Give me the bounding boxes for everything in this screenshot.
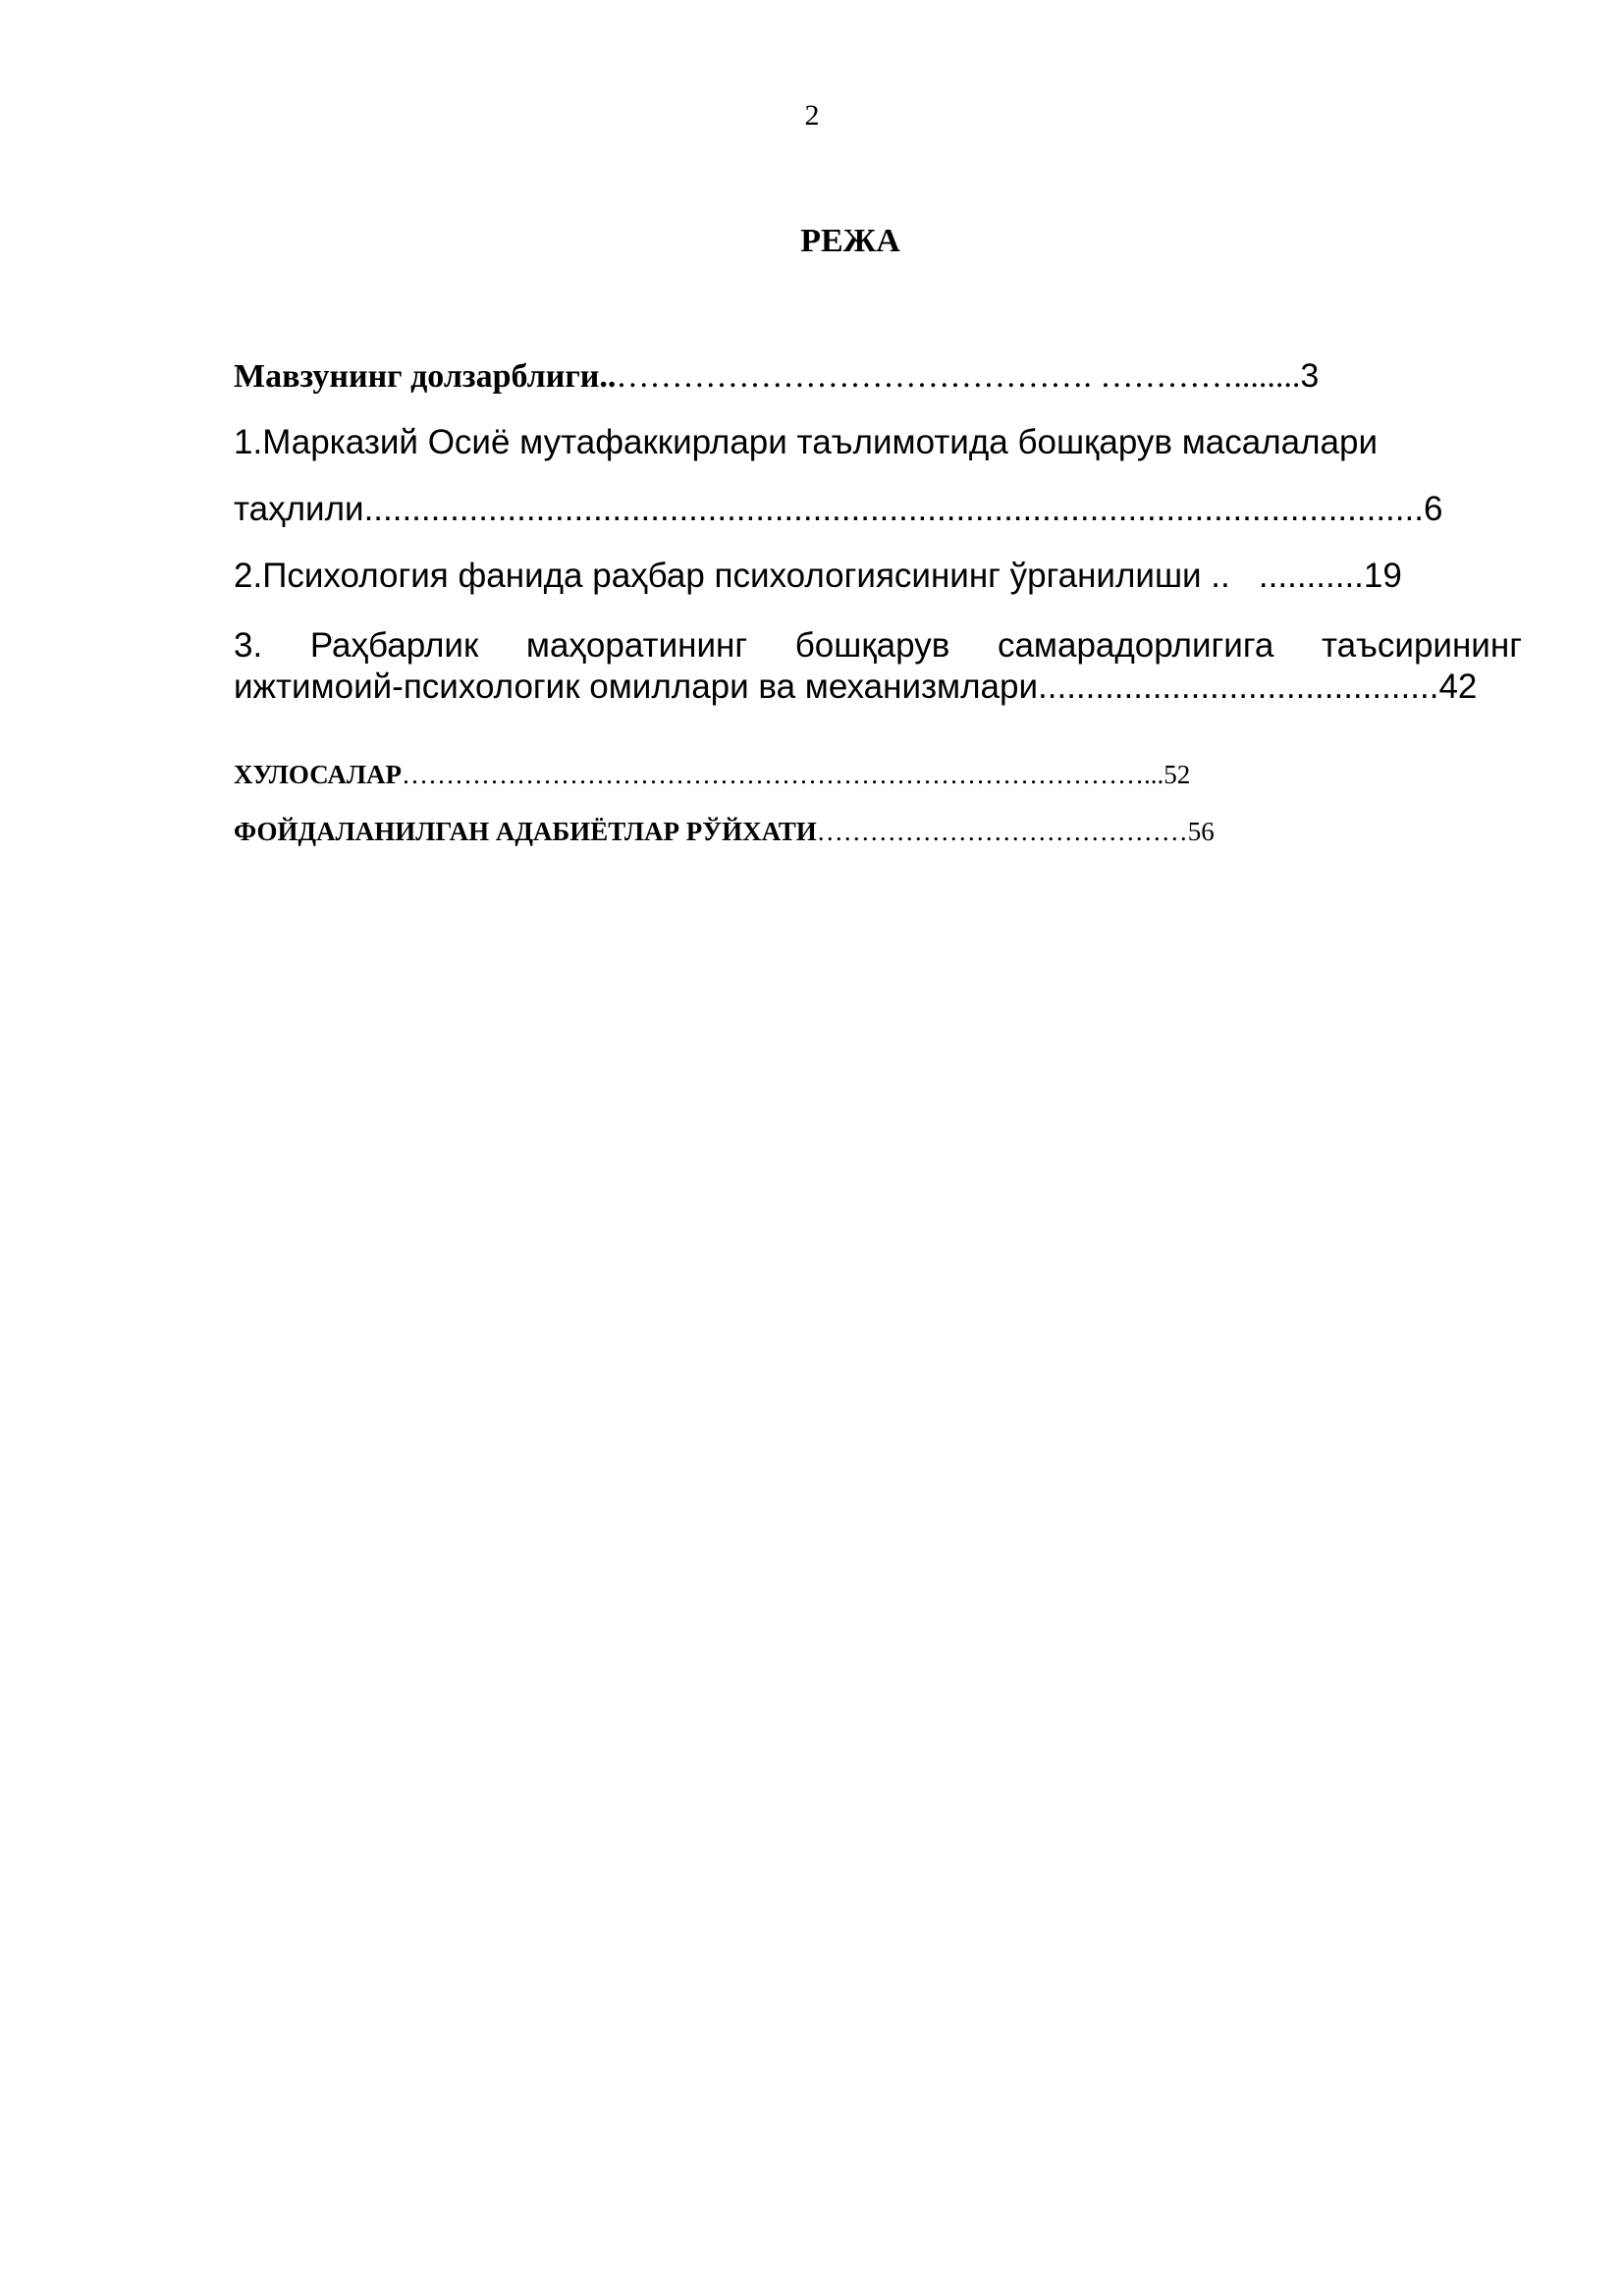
toc-entry-label: Мавзунинг долзарблиги..	[234, 358, 617, 395]
toc-entry-word: самарадорлигига	[997, 626, 1274, 665]
toc-entry-label: таҳлили	[234, 490, 364, 528]
toc-entry-leader: ...............................................................................................................	[363, 490, 1424, 528]
toc-entry-leader: ……………………………………. …………........	[616, 358, 1301, 395]
toc-entry-word: таъсирининг	[1321, 626, 1522, 665]
toc-entry-page: 56	[1187, 817, 1215, 846]
toc-entry-word: маҳоратининг	[525, 626, 748, 665]
page-number: 2	[804, 99, 820, 132]
toc-entry-leader: ..........................................	[1038, 667, 1439, 706]
toc-entry-relevance	[234, 355, 1319, 398]
toc-entry-word: Раҳбарлик	[309, 626, 479, 665]
toc-entry-word: бошқарув	[794, 626, 950, 665]
toc-entry-chapter-3-line-1	[234, 625, 1522, 667]
toc-entry-chapter-1-line-2	[234, 489, 1442, 530]
toc-entry-chapter-3-line-2	[234, 667, 1477, 708]
page-title: РЕЖА	[800, 223, 900, 259]
toc-entry-word: 3.	[234, 626, 263, 665]
toc-entry-page: 6	[1423, 490, 1443, 528]
toc-entry-chapter-1-line-1	[234, 422, 1378, 463]
toc-entry-conclusions	[234, 758, 1190, 791]
toc-entry-leader: ...........	[1229, 557, 1364, 595]
toc-entry-page: 19	[1363, 557, 1402, 595]
toc-entry-label: ижтимоий-психологик омиллари ва механизмлари	[234, 667, 1039, 706]
toc-entry-page: 3	[1300, 357, 1320, 395]
toc-entry-leader: ……………………………………	[816, 817, 1188, 846]
toc-entry-label: 1.Марказий Осиё мутафаккирлари таълимотида бошқарув масалалари	[234, 423, 1378, 461]
toc-entry-label: ХУЛОСАЛАР	[234, 760, 402, 789]
toc-entry-chapter-2	[234, 556, 1402, 597]
toc-entry-label: 2.Психология фанида раҳбар психологиясининг ўрганилиши ..	[234, 557, 1230, 595]
toc-entry-page: 52	[1164, 760, 1191, 789]
toc-entry-references	[234, 815, 1215, 848]
toc-entry-label: ФОЙДАЛАНИЛГАН АДАБИЁТЛАР РЎЙХАТИ	[234, 817, 817, 846]
toc-entry-page: 42	[1438, 667, 1478, 706]
toc-entry-leader: …………………………………………………………………………...	[401, 760, 1164, 789]
